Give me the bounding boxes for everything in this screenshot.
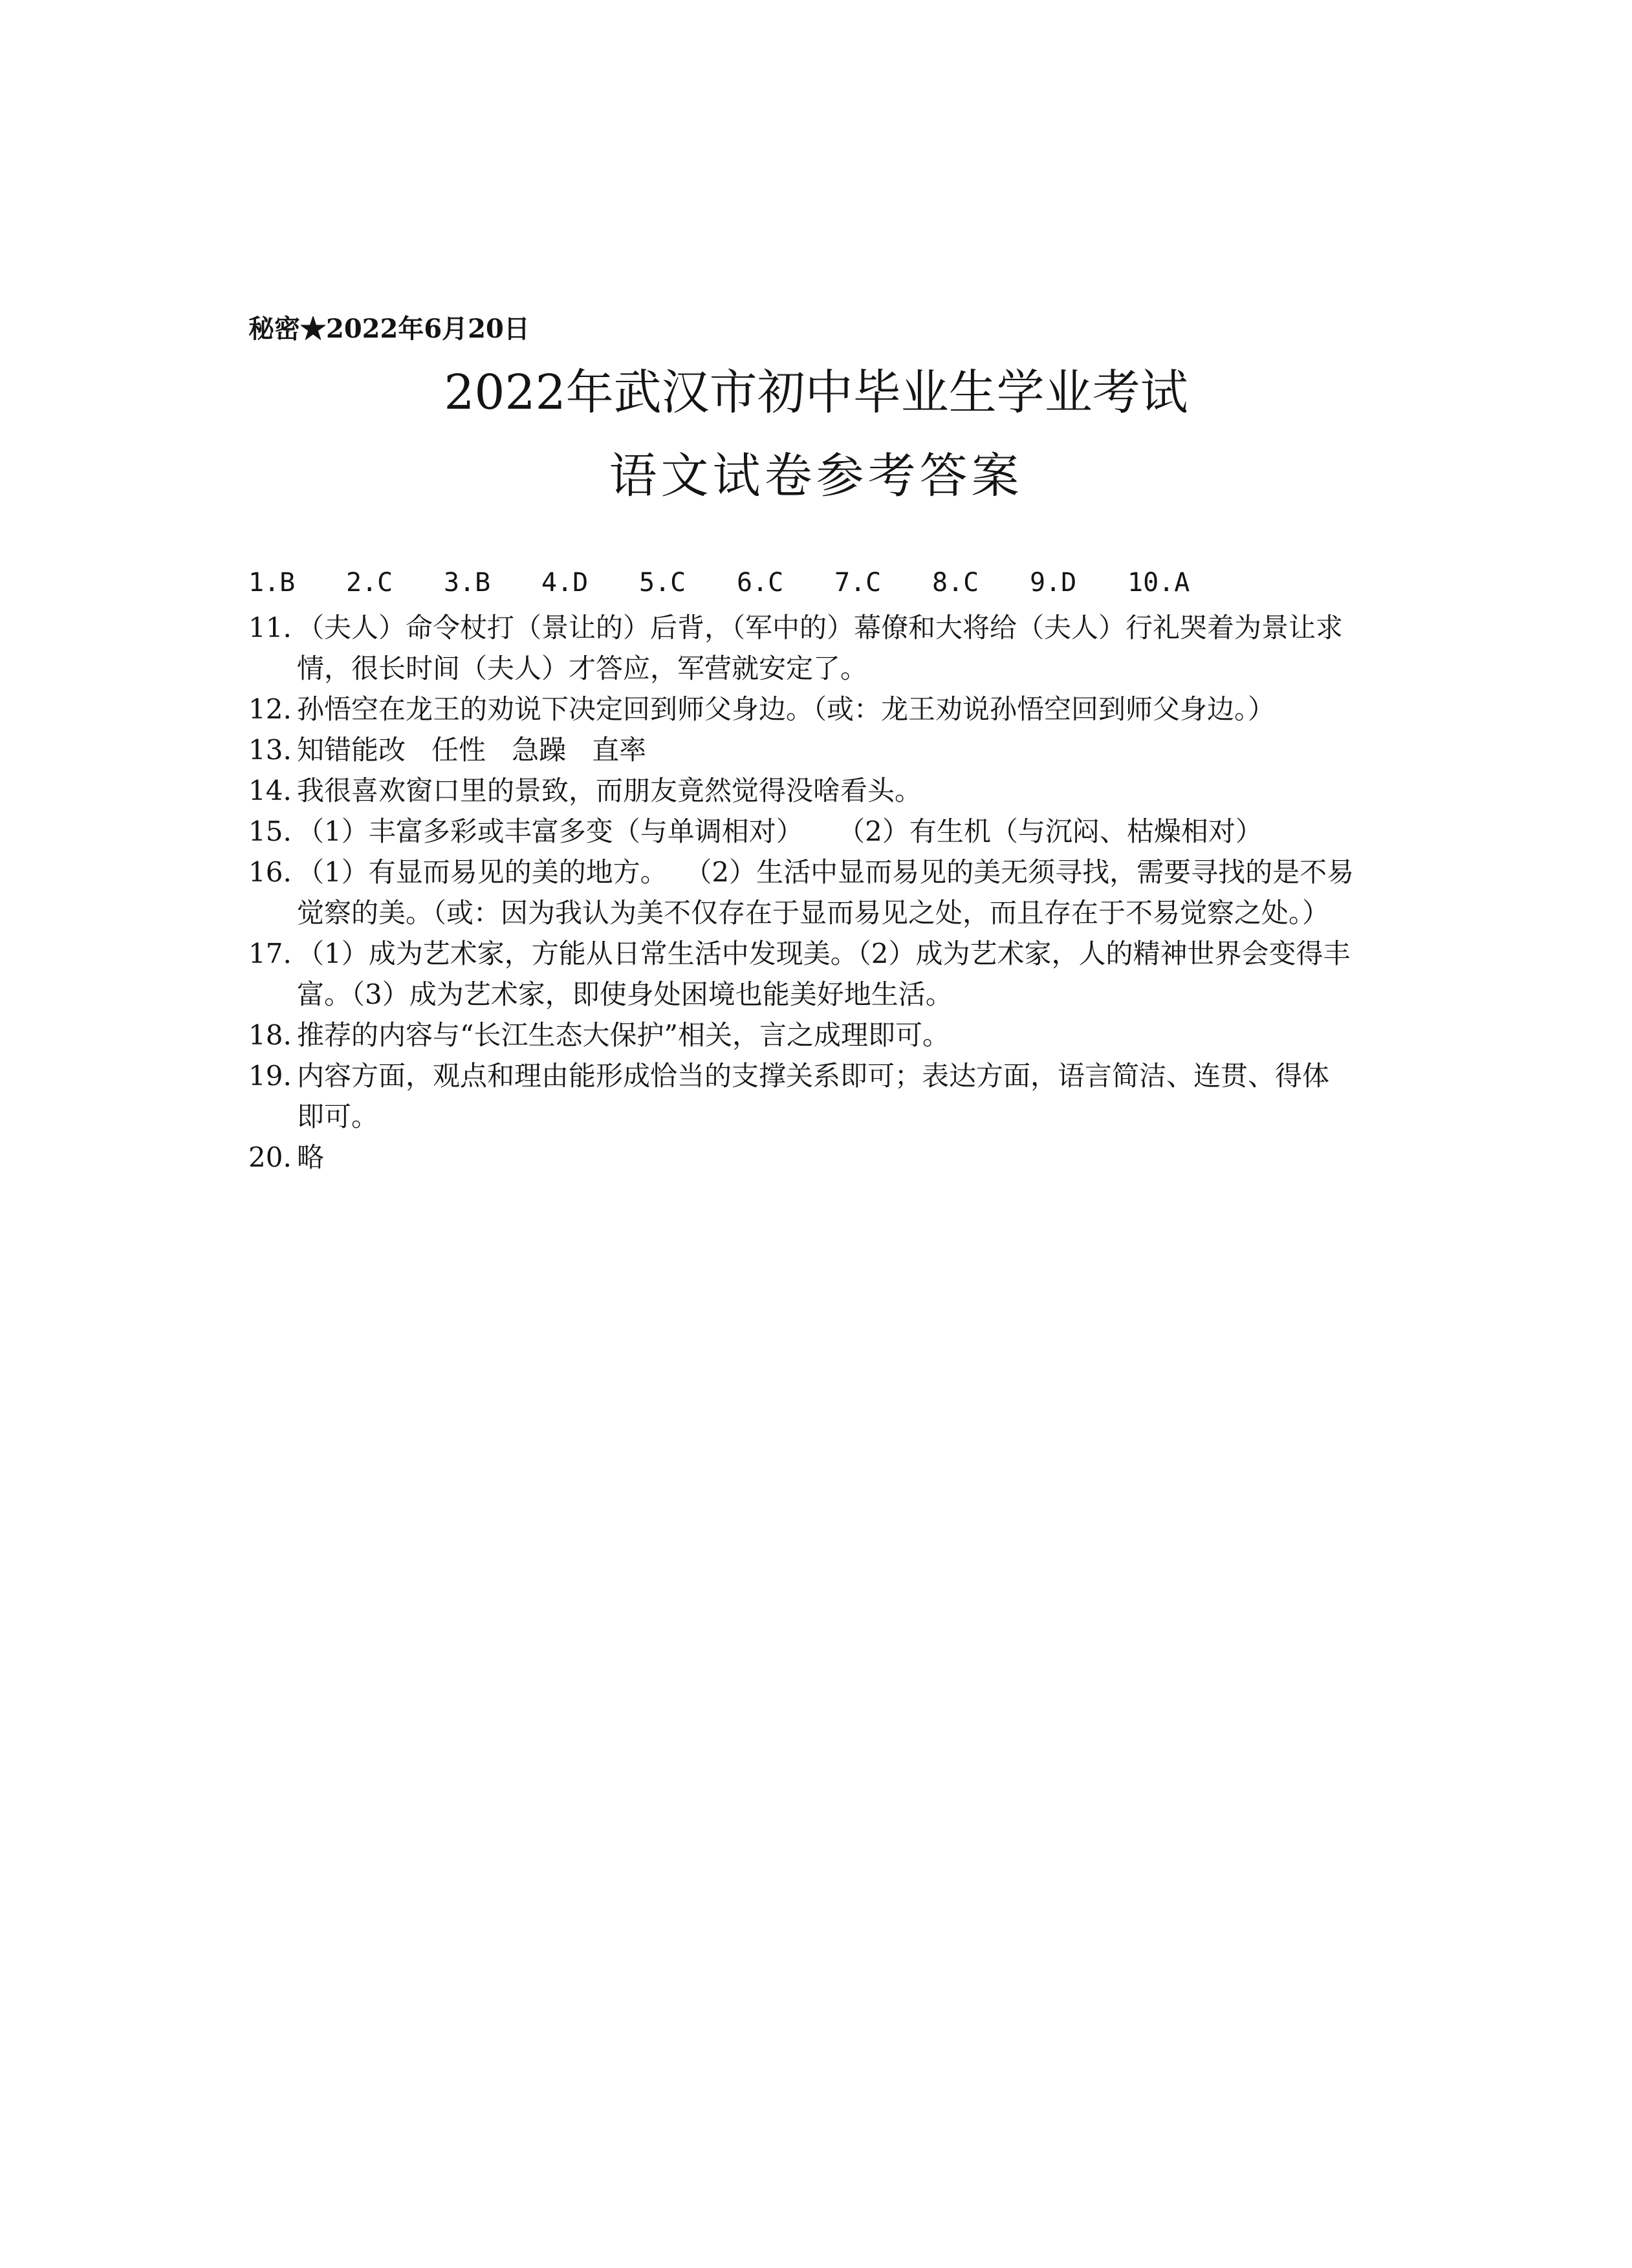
answer-list	[248, 607, 1413, 1178]
choice-answer: 5.C	[639, 568, 686, 598]
choice-answer: 4.D	[541, 568, 589, 598]
answer-key-subtitle: 语文试卷参考答案	[609, 448, 1023, 504]
choice-answer: 9.D	[1030, 568, 1077, 598]
answer-item-18	[248, 1015, 1413, 1055]
answer-line: 推荐的内容与“长江生态大保护”相关，言之成理即可。	[297, 1019, 950, 1051]
answer-line: 孙悟空在龙王的劝说下决定回到师父身边。（或：龙王劝说孙悟空回到师父身边。）	[297, 693, 1276, 725]
answer-number: 19.	[248, 1060, 292, 1092]
answer-line: （夫人）命令杖打（景让的）后背，（军中的）幕僚和大将给（夫人）行礼哭着为景让求	[297, 612, 1344, 643]
answer-number: 13.	[248, 734, 292, 766]
answer-item-14	[248, 770, 1413, 811]
choice-answer: 7.C	[834, 568, 882, 598]
answer-text	[297, 689, 1275, 729]
choice-answer: 2.C	[346, 568, 393, 598]
exam-title: 2022年武汉市初中毕业生学业考试	[444, 365, 1188, 420]
answer-item-17	[248, 933, 1413, 1015]
answer-number: 12.	[248, 693, 292, 725]
answer-text	[297, 607, 1343, 689]
answer-line: 觉察的美。（或：因为我认为美不仅存在于显而易见之处，而且存在于不易觉察之处。）	[297, 897, 1330, 929]
answer-text	[297, 933, 1350, 1015]
choice-answer: 8.C	[932, 568, 979, 598]
answer-line: （1）成为艺术家，方能从日常生活中发现美。（2）成为艺术家，人的精神世界会变得丰	[297, 938, 1351, 969]
answer-line: 我很喜欢窗口里的景致，而朋友竟然觉得没啥看头。	[297, 775, 922, 806]
answer-line: 略	[297, 1141, 325, 1173]
answer-text	[297, 1015, 950, 1055]
answer-line: 富。（3）成为艺术家，即使身处困境也能美好地生活。	[297, 978, 953, 1010]
answer-item-19	[248, 1055, 1413, 1137]
answer-number: 16.	[248, 856, 292, 888]
answer-line: （1）丰富多彩或丰富多变（与单调相对） （2）有生机（与沉闷、枯燥相对）	[297, 815, 1263, 847]
answer-line: 内容方面，观点和理由能形成恰当的支撑关系即可；表达方面，语言简洁、连贯、得体	[297, 1060, 1330, 1092]
answer-line: 情，很长时间（夫人）才答应，军营就安定了。	[297, 653, 868, 684]
answer-line: 即可。	[297, 1101, 379, 1132]
answer-item-15	[248, 811, 1413, 852]
answer-item-12	[248, 689, 1413, 729]
answer-number: 18.	[248, 1019, 292, 1051]
answer-item-13	[248, 729, 1413, 770]
answer-number: 17.	[248, 938, 292, 969]
choice-answer: 1.B	[248, 568, 296, 598]
choice-answer: 6.C	[737, 568, 784, 598]
answer-line: （1）有显而易见的美的地方。 （2）生活中显而易见的美无须寻找，需要寻找的是不易	[297, 856, 1355, 888]
choice-answer: 3.B	[444, 568, 491, 598]
answer-text	[297, 770, 922, 811]
answer-item-11	[248, 607, 1413, 689]
secret-date-header: 秘密★2022年6月20日	[248, 314, 530, 344]
answer-text	[297, 1137, 324, 1178]
answer-text	[297, 729, 646, 770]
answer-number: 15.	[248, 815, 292, 847]
answer-item-20	[248, 1137, 1413, 1178]
answer-number: 11.	[248, 612, 292, 643]
answer-number: 14.	[248, 775, 292, 806]
answer-text	[297, 852, 1354, 933]
answer-item-16	[248, 852, 1413, 933]
choice-answer: 10.A	[1127, 568, 1190, 598]
answer-line: 知错能改 任性 急躁 直率	[297, 734, 647, 766]
answer-text	[297, 1055, 1329, 1137]
choice-answers-row	[248, 563, 1225, 603]
answer-text	[297, 811, 1263, 852]
answer-number: 20.	[248, 1141, 292, 1173]
